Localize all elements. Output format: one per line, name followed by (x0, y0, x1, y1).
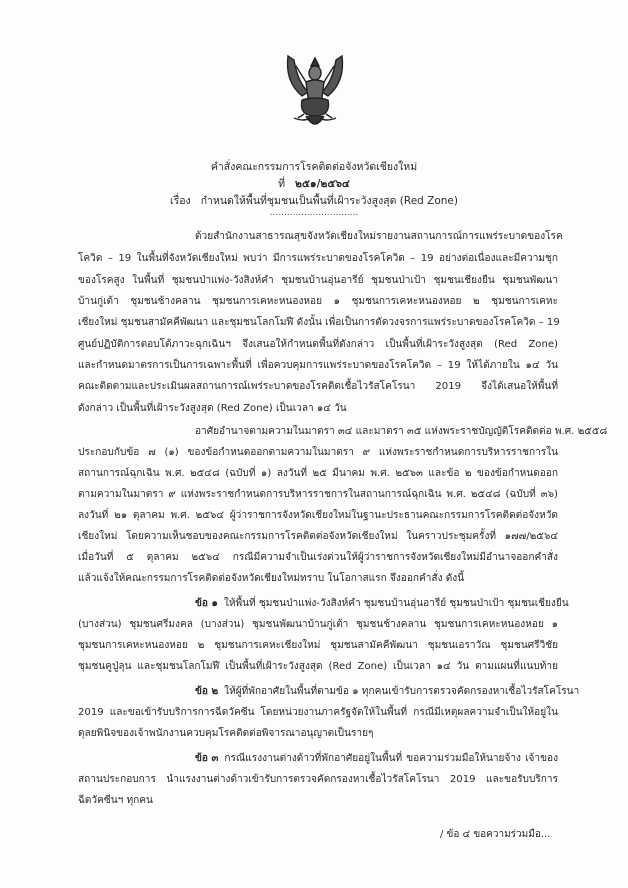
order-number (0, 175, 628, 192)
document-page: คำสั่งคณะกรรมการโรคติดต่อจังหวัดเชียงใหม่ ที่ ๒๕๑/๒๕๖๔ เรื่อง กำหนดให้พื้นที่ชุมชนเป็นพื้นที่เฝ้าระวังสูงสุด (Red Zone) ............................... ด้วยสำนักงานสาธารณสุขจังหวัดเชียงใหม่รายงานสถานการณ์การแพร่ระบาดของโรค โควิด – 19 ในพื้นที่จังหวัดเชียงใหม่ พบว่า มีการแพร่ระบาดของโรคโควิด – 19 อย่างต่อเนื่องและมีความชุก ของโรคสูง ในพื้นที่ ชุมชนป่าแพ่ง-วังสิงห์คำ ชุมชนบ้านอุ่นอารีย์ ชุมชนป่าเป้า ชุมชนเชียงยืน ชุมชนพัฒนา บ้านกู่เต้า ชุมชนช้างคลาน ชุมชนการเคหะหนองหอย ๑ ชุมชนการเคหะหนองหอย ๒ ชุมชนการเคหะ เชียงใหม่ ชุมชนสามัคคีพัฒนา และชุมชนโลกโมฬี ดังนั้น เพื่อเป็นการตัดวงจรการแพร่ระบาดของโรคโควิด – 19 ศูนย์ปฏิบัติการตอบโต้ภาวะฉุกเฉินฯ จึงเสนอให้กำหนดพื้นที่ดังกล่าว เป็นพื้นที่เฝ้าระวังสูงสุด (Red Zone) และกำหนดมาตรการเป็นการเฉพาะพื้นที่ เพื่อควบคุมการแพร่ระบาดของโรคโควิด – 19 ให้ได้ภายใน ๑๔ วัน คณะติดตามและประเมินผลสถานการณ์เพร่ระบาดของโรคติดเชื้อไวรัสโคโรนา 2019 จึงได้เสนอให้พื้นที่ ดังกล่าว เป็นพื้นที่เฝ้าระวังสูงสุด (Red Zone) เป็นเวลา ๑๔ วัน อาศัยอำนาจตามความในมาตรา ๓๔ และมาตรา ๓๕ แห่งพระราชบัญญัติโรคติดต่อ พ.ศ. ๒๕๕๘ ประกอบกับข้อ ๗ (๑) ของข้อกำหนดออกตามความในมาตรา ๙ แห่งพระราชกำหนดการบริหารราชการใน สถานการณ์ฉุกเฉิน พ.ศ. ๒๕๔๘ (ฉบับที่ ๑) ลงวันที่ ๒๕ มีนาคม พ.ศ. ๒๕๖๓ และข้อ ๒ ของข้อกำหนดออก ตามความในมาตรา ๙ แห่งพระราชกำหนดการบริหารราชการในสถานการณ์ฉุกเฉิน พ.ศ. ๒๕๔๘ (ฉบับที่ ๓๖) ลงวันที่ ๒๑ ตุลาคม พ.ศ. ๒๕๖๔ ผู้ว่าราชการจังหวัดเชียงใหม่ในฐานะประธานคณะกรรมการโรคติดต่อจังหวัด เชียงใหม่ โดยความเห็นชอบของคณะกรรมการโรคติดต่อจังหวัดเชียงใหม่ ในคราวประชุมครั้งที่ ๑๗๗/๒๕๖๔ เมื่อวันที่ ๕ ตุลาคม ๒๕๖๔ กรณีมีความจำเป็นเร่งด่วนให้ผู้ว่าราชการจังหวัดเชียงใหม่มีอำนาจออกคำสั่ง แล้วแจ้งให้คณะกรรมการโรคติดต่อจังหวัดเชียงใหม่ทราบ ในโอกาสแรก จึงออกคำสั่ง ดังนี้ ข้อ ๑ ให้พื้นที่ ชุมชนป่าแพ่ง-วังสิงห์คำ ชุมชนบ้านอุ่นอารีย์ ชุมชนป่าเป้า ชุมชนเชียงยืน (บางส่วน) ชุมชนศรีมงคล (บางส่วน) ชุมชนพัฒนาบ้านกู่เต้า ชุมชนช้างคลาน ชุมชนการเคหะหนองหอย ๑ ชุมชนการเคหะหนองหอย ๒ ชุมชนการเคหะเชียงใหม่ ชุมชนสามัคคีพัฒนา ชุมชนเอราวัณ ชุมชนศรีวิชัย ชุมชนคูปู่ลุน และชุมชนโลกโมฬี เป็นพื้นที่เฝ้าระวังสูงสุด (Red Zone) เป็นเวลา ๑๔ วัน ตามแผนที่แนบท้าย ข้อ ๒ ให้ผู้ที่พักอาศัยในพื้นที่ตามข้อ ๑ ทุกคนเข้ารับการตรวจคัดกรองหาเชื้อไวรัสโคโรนา 2019 และขอเข้ารับบริการการฉีดวัคซีน โดยหน่วยงานภาครัฐจัดให้ในพื้นที่ กรณีมีเหตุผลความจำเป็นให้อยู่ใน ดุลยพินิจของเจ้าพนักงานควบคุมโรคติดต่อพิจารณาอนุญาตเป็นรายๆ ข้อ ๓ กรณีแรงงานต่างด้าวที่พักอาศัยอยู่ในพื้นที่ ขอความร่วมมือให้นายจ้าง เจ้าของ สถานประกอบการ นำแรงงานต่างด้าวเข้ารับการตรวจคัดกรองหาเชื้อไวรัสโคโรนา 2019 และขอรับบริการ ฉีดวัคซีนฯ ทุกคน / ข้อ ๔ ขอความร่วมมือ... (0, 0, 628, 888)
document-title: คำสั่งคณะกรรมการโรคติดต่อจังหวัดเชียงใหม่ (210, 161, 418, 173)
subject-value: กำหนดให้พื้นที่ชุมชนเป็นพื้นที่เฝ้าระวังสูงสุด (Red Zone) (200, 195, 458, 207)
order-number-label: ที่ (278, 178, 286, 190)
separator: ............................... (269, 208, 359, 218)
subject-line (0, 192, 628, 209)
order-number-value: ๒๕๑/๒๕๖๔ (295, 178, 350, 190)
subject-label: เรื่อง (170, 195, 191, 207)
continuation-note: / ข้อ ๔ ขอความร่วมมือ... (440, 829, 551, 840)
garuda-emblem-icon (284, 52, 346, 132)
